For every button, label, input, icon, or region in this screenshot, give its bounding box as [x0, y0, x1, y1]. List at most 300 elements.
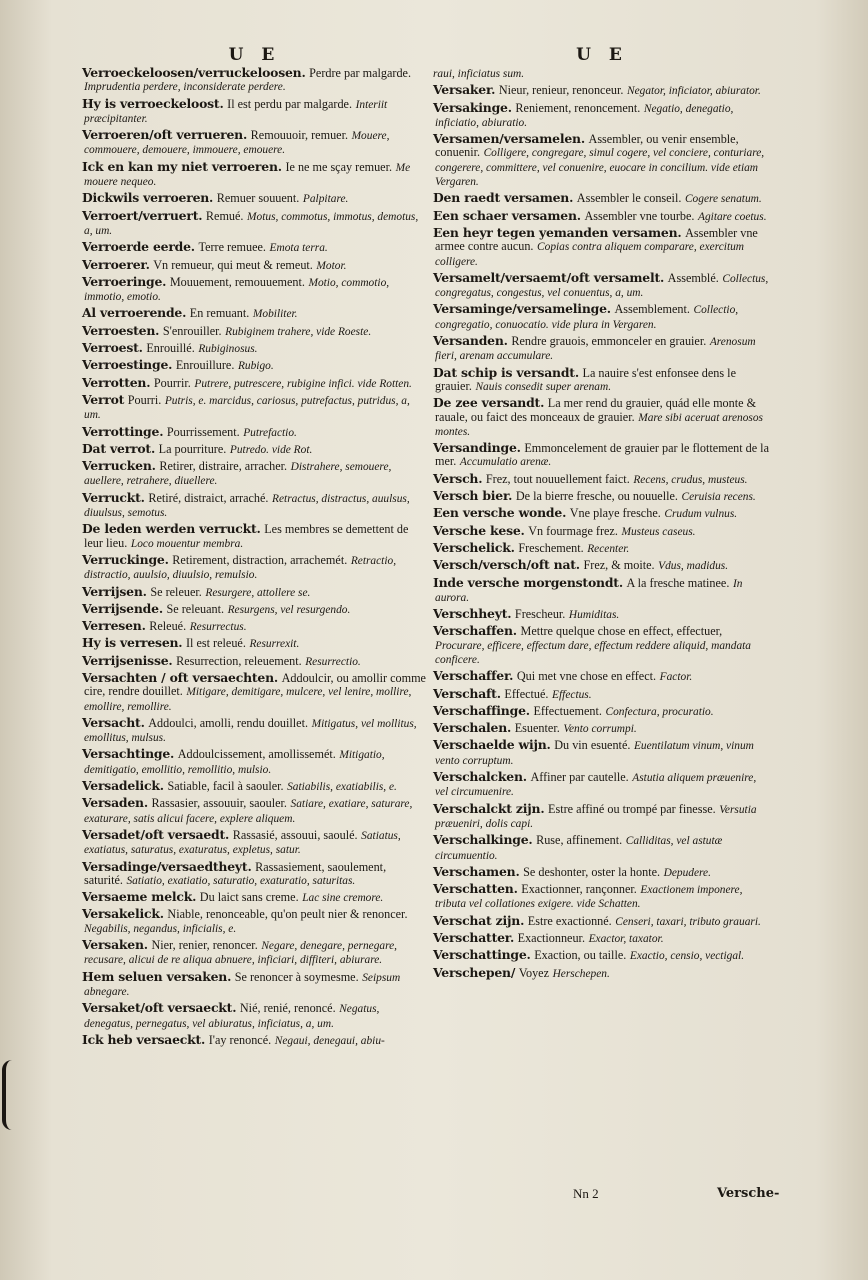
entry-french: Addoulcir, ou amollir comme cire, rendre douillet. — [84, 670, 426, 699]
entry-french: Remué. — [205, 208, 244, 223]
entry-headword: Versachten / oft versaechten. — [82, 669, 279, 685]
entry-headword: Inde versche morgenstondt. — [433, 574, 623, 590]
dictionary-entry — [433, 865, 771, 880]
entry-headword: Versadet/oft versaedt. — [82, 826, 230, 842]
entry-french: Vn remueur, qui meut & remeut. — [153, 257, 313, 272]
entry-headword: Verschalckt zijn. — [433, 800, 545, 816]
entry-headword: De zee versandt. — [433, 395, 545, 411]
entry-french: Affiner par cautelle. — [530, 770, 629, 785]
dictionary-entry — [433, 334, 771, 364]
dictionary-entry — [82, 306, 427, 321]
entry-latin: Motus, commotus, immotus, demotus, a, um. — [84, 210, 419, 237]
entry-latin: Confectura, procuratio. — [605, 705, 714, 718]
entry-french: Assemblé. — [667, 270, 719, 285]
entry-headword: Versche kese. — [433, 522, 525, 538]
entry-latin: Putrefactio. — [243, 426, 297, 439]
dictionary-entry — [82, 636, 427, 651]
dictionary-entry — [82, 585, 427, 600]
dictionary-entry — [82, 459, 427, 489]
entry-headword: Verroeringe. — [82, 273, 167, 289]
dictionary-entry — [82, 341, 427, 356]
entry-french: Il est releué. — [185, 636, 246, 651]
entry-french: Du vin esuenté. — [554, 738, 631, 753]
entry-latin: Humiditas. — [568, 609, 620, 622]
entry-french: Qui met vne chose en effect. — [516, 669, 657, 684]
entry-latin: Interiit præcipitanter. — [84, 98, 388, 125]
entry-french: La nauire s'est enfonsee dens le grauier. — [435, 365, 736, 393]
dictionary-entry — [433, 472, 771, 487]
dictionary-entry — [82, 860, 427, 889]
entry-latin: Depudere. — [663, 866, 711, 879]
dictionary-entry — [433, 524, 771, 539]
entry-headword: Versacht. — [82, 714, 145, 730]
dictionary-entry — [433, 607, 771, 622]
right-column — [433, 44, 771, 983]
dictionary-entry — [82, 240, 427, 255]
dictionary-entry — [433, 366, 771, 395]
entry-french: Retirement, distraction, arrachemét. — [172, 552, 348, 567]
entry-french: Les membres se demettent de leur lieu. — [84, 522, 409, 550]
entry-latin: Palpitare. — [302, 193, 349, 206]
catchword: Versche- — [717, 1186, 780, 1201]
entry-french: Nier, renier, renoncer. — [151, 938, 258, 953]
dictionary-entry — [82, 654, 427, 669]
entry-french: Reniement, renoncement. — [515, 100, 641, 115]
entry-headword: Versachtinge. — [82, 746, 175, 762]
entry-french: Esuenter. — [514, 721, 560, 736]
dictionary-entry — [82, 275, 427, 305]
running-head-left: U E — [228, 45, 281, 65]
entry-latin: Recenter. — [587, 542, 630, 555]
entry-headword: De leden werden verruckt. — [82, 521, 261, 537]
entry-headword: Verschattinge. — [433, 947, 531, 963]
entry-headword: Verschaffen. — [433, 623, 517, 639]
entry-headword: Verrotten. — [82, 374, 151, 390]
dictionary-entry — [433, 271, 771, 301]
entry-latin: raui, inficiatus sum. — [433, 68, 525, 80]
dictionary-entry — [82, 97, 427, 127]
entry-french: Assemblement. — [614, 302, 690, 317]
entry-latin: Exactio, censio, vectigal. — [629, 950, 745, 963]
entry-latin: Colligere, congregare, simul cogere, vel conciere, conturiare, congerere, committere, vel conuenire, euocare in concilium. vide etiam Vergaren. — [435, 147, 765, 189]
entry-latin: Satiabilis, exatiabilis, e. — [287, 781, 397, 794]
entry-headword: Verruckinge. — [82, 551, 169, 567]
entry-french: Estre exactionné. — [527, 913, 612, 928]
entry-french: Vn fourmage frez. — [528, 523, 618, 538]
entry-latin: Mare sibi aceruat arenosos montes. — [435, 411, 763, 438]
entry-headword: Verschaffer. — [433, 668, 514, 684]
entry-headword: Versch/versch/oft nat. — [433, 557, 580, 573]
dictionary-entry — [433, 101, 771, 131]
entry-headword: Verschatten. — [433, 881, 518, 897]
entry-latin: Mitigatus, vel mollitus, emollitus, mulsus. — [84, 717, 417, 745]
dictionary-entry — [82, 890, 427, 905]
dictionary-entry — [433, 687, 771, 702]
entry-headword: Verschat zijn. — [433, 912, 525, 928]
dictionary-entry — [82, 828, 427, 858]
entry-french: Nieur, renieur, renonceur. — [498, 83, 624, 98]
dictionary-entry — [433, 966, 771, 981]
left-entry-list — [82, 66, 427, 1048]
dictionary-entry — [82, 324, 427, 339]
entry-latin: Putredo. vide Rot. — [229, 443, 313, 456]
dictionary-entry — [82, 553, 427, 583]
entry-french: Se releuant. — [166, 601, 225, 616]
entry-headword: Al verroerende. — [82, 305, 187, 321]
entry-headword: Een versche wonde. — [433, 505, 567, 521]
entry-french: Rassasiement, saoulement, saturité. — [84, 859, 387, 887]
entry-latin: Mitigatio, demitigatio, emollitio, remollitio, mulsio. — [84, 749, 385, 776]
dictionary-entry — [82, 716, 427, 746]
entry-latin: Imprudentia perdere, inconsiderate perdere. — [84, 81, 286, 94]
signature-mark: Nn 2 — [573, 1186, 599, 1201]
entry-latin: Seipsum abnegare. — [84, 971, 401, 998]
entry-french: A la fresche matinee. — [626, 575, 730, 590]
dictionary-entry — [433, 882, 771, 912]
dictionary-entry — [82, 619, 427, 634]
entry-french: Se deshonter, oster la honte. — [523, 864, 661, 879]
dictionary-entry — [82, 258, 427, 273]
dictionary-entry — [82, 671, 427, 714]
entry-headword: Dickwils verroeren. — [82, 190, 214, 206]
dictionary-entry — [82, 779, 427, 794]
entry-french: Terre remuee. — [198, 240, 266, 255]
dictionary-entry — [82, 393, 427, 423]
entry-french: Remouuoir, remuer. — [250, 128, 348, 143]
dictionary-entry — [82, 747, 427, 777]
entry-french: I'ay renoncé. — [208, 1032, 272, 1047]
dictionary-entry — [433, 441, 771, 470]
entry-headword: Verschalcken. — [433, 769, 527, 785]
entry-french: La pourriture. — [158, 441, 227, 456]
entry-latin: Resurrectus. — [189, 621, 247, 634]
dictionary-entry — [433, 738, 771, 768]
entry-latin: Me mouere nequeo. — [84, 161, 411, 189]
entry-french: Mettre quelque chose en effect, effectuer, — [520, 624, 723, 639]
entry-latin: Negatio, denegatio, inficiatio, abiuratio. — [435, 102, 734, 129]
entry-french: Du laict sans creme. — [199, 890, 299, 905]
entry-headword: Verschepen/ — [433, 964, 516, 980]
entry-french: Satiable, facil à saouler. — [167, 779, 284, 794]
entry-french: Enrouillé. — [146, 341, 195, 356]
entry-latin: Satiatus, exatiatus, saturatus, exaturatus, expletus, satur. — [84, 829, 401, 857]
entry-headword: Verrijsenisse. — [82, 652, 173, 668]
entry-headword: Verroeckeloosen/verruckeloosen. — [82, 65, 306, 80]
dictionary-entry — [82, 522, 427, 551]
entry-french: Se releuer. — [150, 584, 202, 599]
entry-french: Il est perdu par malgarde. — [227, 96, 353, 111]
entry-french: Effectuement. — [533, 703, 602, 718]
entry-latin: Distrahere, semouere, auellere, retrahere, diuellere. — [84, 461, 392, 488]
entry-headword: Verschalen. — [433, 720, 512, 736]
entry-french: Nié, renié, renoncé. — [239, 1001, 336, 1016]
dictionary-entry — [82, 66, 427, 95]
dictionary-entry — [433, 302, 771, 332]
entry-latin: Lac sine cremore. — [302, 892, 384, 905]
entry-headword: Hy is verresen. — [82, 635, 183, 651]
entry-latin: Censeri, taxari, tributo grauari. — [615, 915, 761, 928]
entry-french: Voyez — [518, 965, 549, 980]
entry-latin: Resurgere, attollere se. — [205, 586, 311, 599]
dictionary-entry — [433, 721, 771, 736]
entry-headword: Verrot — [82, 391, 125, 407]
entry-latin: Factor. — [659, 671, 693, 684]
entry-headword: Verroest. — [82, 340, 143, 356]
entry-french: En remuant. — [189, 306, 250, 321]
entry-headword: Verschaft. — [433, 685, 501, 701]
entry-french: Retiré, distraict, arraché. — [148, 490, 269, 505]
entry-headword: Versamen/versamelen. — [433, 131, 585, 147]
entry-headword: Versaket/oft versaeckt. — [82, 1000, 237, 1016]
dictionary-entry — [82, 938, 427, 968]
entry-latin: In aurora. — [435, 577, 743, 604]
dictionary-entry — [82, 796, 427, 826]
entry-french: Addoulcissement, amollissemét. — [177, 747, 336, 762]
entry-latin: Copias contra aliquem comparare, exercitum colligere. — [435, 241, 745, 268]
entry-latin: Exactor, taxator. — [588, 933, 664, 946]
entry-french: Remuer souuent. — [216, 191, 300, 206]
dictionary-entry — [82, 376, 427, 391]
entry-headword: Verroerer. — [82, 256, 150, 272]
entry-latin: Rubigo. — [237, 360, 274, 373]
entry-french: Effectué. — [504, 686, 549, 701]
entry-french: Perdre par malgarde. — [309, 66, 412, 80]
entry-latin: Accumulatio arenæ. — [459, 456, 552, 469]
dictionary-entry — [433, 931, 771, 946]
dictionary-entry — [82, 128, 427, 158]
entry-latin: Exactionem imponere, tributa vel collationes exigere. vide Schatten. — [435, 884, 743, 911]
dictionary-entry — [82, 191, 427, 206]
entry-latin: Negare, denegare, pernegare, recusare, alicui de re aliqua abnuere, inficiari, diffiteri, abiurare. — [84, 940, 398, 967]
entry-headword: Verrottinge. — [82, 423, 164, 439]
entry-french: Rendre grauois, emmonceler en grauier. — [511, 334, 707, 349]
entry-latin: Collectus, congregatus, congestus, vel conuentus, a, um. — [435, 272, 769, 300]
dictionary-entry — [82, 1033, 427, 1048]
entry-headword: Versakinge. — [433, 99, 512, 115]
entry-latin: Negaui, denegaui, abiu- — [274, 1034, 385, 1047]
entry-headword: Versaken. — [82, 937, 148, 953]
dictionary-entry — [433, 948, 771, 963]
dictionary-entry — [433, 914, 771, 929]
entry-french: Se renoncer à soymesme. — [234, 969, 359, 984]
entry-french: Assembler le conseil. — [576, 191, 682, 206]
entry-latin: Resurgens, vel resurgendo. — [227, 603, 351, 616]
entry-headword: Versakelick. — [82, 906, 164, 922]
entry-latin: Ceruisia recens. — [681, 491, 756, 504]
entry-latin: Negator, inficiator, abiurator. — [626, 85, 761, 98]
entry-headword: Verschelick. — [433, 539, 515, 555]
dictionary-entry — [82, 358, 427, 373]
entry-headword: Versch. — [433, 470, 483, 486]
dictionary-entry — [82, 425, 427, 440]
entry-latin: Emota terra. — [269, 242, 328, 255]
page-footer — [433, 1186, 833, 1206]
entry-latin: Retractio, distractio, auulsio, diuulsio, remulsio. — [84, 554, 397, 582]
entry-french: Assembler vne tourbe. — [584, 208, 695, 223]
entry-headword: Verschalkinge. — [433, 832, 533, 848]
entry-latin: Resurrectio. — [305, 655, 361, 668]
entry-latin: Agitare coetus. — [698, 210, 767, 223]
dictionary-entry — [433, 191, 771, 206]
entry-french: Frez, tout nouuellement faict. — [485, 471, 630, 486]
dictionary-entry — [433, 396, 771, 439]
entry-french: Ruse, affinement. — [536, 833, 623, 848]
dictionary-entry — [433, 802, 771, 832]
entry-latin: Satiatio, exatiatio, saturatio, exaturatio, saturitas. — [126, 874, 356, 887]
entry-headword: Verschaelde wijn. — [433, 737, 551, 753]
entry-headword: Ick en kan my niet verroeren. — [82, 158, 282, 174]
entry-french: Emmoncelement de grauier par le flottement de la mer. — [435, 441, 769, 469]
entry-latin: Putris, e. marcidus, cariosus, putrefactus, putridus, a, um. — [84, 394, 410, 422]
entry-french: Frescheur. — [514, 607, 566, 622]
dictionary-entry — [82, 442, 427, 457]
entry-latin: Mouere, commouere, demouere, immouere, emouere. — [84, 130, 390, 157]
entry-latin: Herschepen. — [552, 967, 610, 980]
entry-headword: Verroesten. — [82, 322, 160, 338]
dictionary-entry — [433, 209, 771, 224]
entry-headword: Versch bier. — [433, 488, 513, 504]
entry-headword: Een schaer versamen. — [433, 207, 581, 223]
entry-latin: Effectus. — [552, 688, 592, 701]
entry-headword: Verrucken. — [82, 458, 156, 474]
entry-french: Enrouillure. — [175, 358, 235, 373]
entry-latin: Retractus, distractus, auulsus, diuulsus, semotus. — [84, 492, 410, 520]
entry-headword: Een heyr tegen yemanden versamen. — [433, 224, 682, 240]
entry-headword: Verschatter. — [433, 930, 515, 946]
entry-french: Releué. — [149, 619, 187, 634]
entry-latin: Motio, commotio, immotio, emotio. — [84, 276, 390, 304]
running-head-right: U E — [576, 45, 628, 65]
entry-latin: Motor. — [316, 259, 347, 272]
entry-headword: Verruckt. — [82, 489, 145, 505]
entry-latin: Astutia aliquem præuenire, vel circumuenire. — [435, 772, 757, 799]
entry-headword: Verrijsende. — [82, 600, 163, 616]
entry-latin: Versutia præueniri, dolis capi. — [435, 803, 757, 830]
dictionary-entry — [433, 506, 771, 521]
entry-latin: Calliditas, vel astutæ circumuentio. — [435, 835, 723, 862]
entry-french: Pourrissement. — [166, 424, 240, 439]
entry-french: Ie ne me sçay remuer. — [285, 159, 393, 174]
dictionary-entry — [82, 1001, 427, 1031]
entry-french: Freschement. — [518, 540, 584, 555]
entry-latin: Rubiginem trahere, vide Roeste. — [225, 325, 372, 338]
entry-headword: Verroerde eerde. — [82, 239, 195, 255]
entry-latin: Resurrexit. — [249, 638, 300, 651]
entry-latin: Musteus caseus. — [621, 525, 696, 538]
right-entry-list — [433, 66, 771, 981]
entry-headword: Versaden. — [82, 795, 148, 811]
entry-french: Exaction, ou taille. — [534, 948, 627, 963]
dictionary-entry — [433, 704, 771, 719]
dictionary-entry — [433, 833, 771, 863]
left-column — [82, 44, 427, 1050]
entry-headword: Verschheyt. — [433, 606, 512, 622]
entry-latin: Crudum vulnus. — [664, 508, 738, 521]
entry-headword: Hy is verroeckeloost. — [82, 95, 224, 111]
entry-latin: Rubiginosus. — [198, 343, 258, 356]
entry-french: Retirer, distraire, arracher. — [159, 459, 288, 474]
entry-latin: Cogere senatum. — [684, 193, 762, 206]
entry-headword: Verroert/verruert. — [82, 207, 203, 223]
entry-latin: Mobiliter. — [252, 308, 298, 321]
dictionary-entry — [433, 132, 771, 189]
entry-headword: Versandinge. — [433, 440, 521, 456]
dictionary-entry — [433, 541, 771, 556]
entry-latin: Satiare, exatiare, saturare, exaturare, satis alicui facere, explere aliquem. — [84, 798, 413, 825]
entry-headword: Versaeme melck. — [82, 889, 197, 905]
entry-french: Exactionneur. — [517, 931, 585, 946]
entry-french: Mouuement, remouuement. — [169, 274, 305, 289]
entry-latin: Arenosum fieri, arenam accumulare. — [435, 336, 756, 363]
entry-latin: Recens, crudus, musteus. — [633, 473, 748, 486]
entry-headword: Ick heb versaeckt. — [82, 1031, 206, 1047]
entry-french: Exactionner, rançonner. — [521, 882, 637, 897]
dictionary-entry — [433, 624, 771, 667]
dictionary-entry — [433, 770, 771, 800]
entry-french: S'enrouiller. — [162, 323, 222, 338]
entry-headword: Verrijsen. — [82, 583, 147, 599]
dictionary-entry — [82, 970, 427, 1000]
entry-headword: Verresen. — [82, 618, 146, 634]
entry-french: Estre affiné ou trompé par finesse. — [548, 801, 716, 816]
entry-latin: Collectio, congregatio, conuocatio. vide plura in Vergaren. — [435, 304, 739, 331]
entry-headword: Versadelick. — [82, 778, 164, 794]
entry-latin: Negatus, denegatus, pernegatus, vel abiuratus, inficiatus, a, um. — [84, 1003, 380, 1030]
entry-french: Rassasier, assouuir, saouler. — [151, 796, 287, 811]
entry-latin: Mitigare, demitigare, mulcere, vel lenire, mollire, emollire, remollire. — [84, 686, 412, 713]
entry-french: Frez, & moite. — [583, 558, 655, 573]
dictionary-entry — [433, 576, 771, 606]
entry-french: Vne playe fresche. — [569, 506, 661, 521]
entry-headword: Verroestinge. — [82, 357, 173, 373]
entry-french: Assembler, ou venir ensemble, conuenir. — [435, 132, 739, 160]
entry-headword: Den raedt versamen. — [433, 190, 574, 206]
dictionary-entry — [82, 160, 427, 190]
entry-headword: Versaminge/versamelinge. — [433, 301, 611, 317]
dictionary-entry — [433, 226, 771, 269]
entry-headword: Versadinge/versaedtheyt. — [82, 858, 252, 874]
entry-french: Resurrection, releuement. — [176, 653, 302, 668]
entry-headword: Hem seluen versaken. — [82, 968, 232, 984]
entry-headword: Verschaffinge. — [433, 702, 530, 718]
dictionary-entry — [433, 83, 771, 98]
entry-french: Pourrir. — [153, 375, 191, 390]
entry-french: De la bierre fresche, ou nouuelle. — [515, 489, 678, 504]
entry-french: Pourri. — [127, 392, 162, 407]
dictionary-entry — [433, 558, 771, 573]
entry-french: Rassasié, assouui, saoulé. — [232, 827, 358, 842]
entry-headword: Dat verrot. — [82, 440, 156, 456]
entry-latin: Loco mouentur membra. — [130, 537, 244, 550]
dictionary-entry — [433, 489, 771, 504]
entry-headword: Dat schip is versandt. — [433, 364, 579, 380]
entry-french: Addoulci, amolli, rendu douillet. — [148, 715, 309, 730]
entry-latin: Procurare, efficere, effectum dare, effectum reddere aliquid, mandata conficere. — [435, 639, 751, 666]
entry-headword: Verschamen. — [433, 863, 520, 879]
dictionary-entry — [433, 669, 771, 684]
entry-latin: Vento corrumpi. — [563, 723, 637, 736]
entry-headword: Versamelt/versaemt/oft versamelt. — [433, 269, 665, 285]
entry-french: Niable, renonceable, qu'on peult nier & renoncer. — [167, 907, 408, 922]
entry-latin: Vdus, madidus. — [658, 560, 729, 573]
entry-headword: Verroeren/oft verrueren. — [82, 127, 248, 143]
entry-latin: Euentilatum vinum, vinum vento corruptum. — [435, 740, 754, 767]
entry-latin: Nauis consedit super arenam. — [475, 380, 612, 393]
dictionary-entry — [82, 491, 427, 521]
entry-headword: Versanden. — [433, 333, 508, 349]
dictionary-entry — [82, 907, 427, 936]
entry-latin: Putrere, putrescere, rubigine infici. vide Rotten. — [194, 377, 412, 390]
